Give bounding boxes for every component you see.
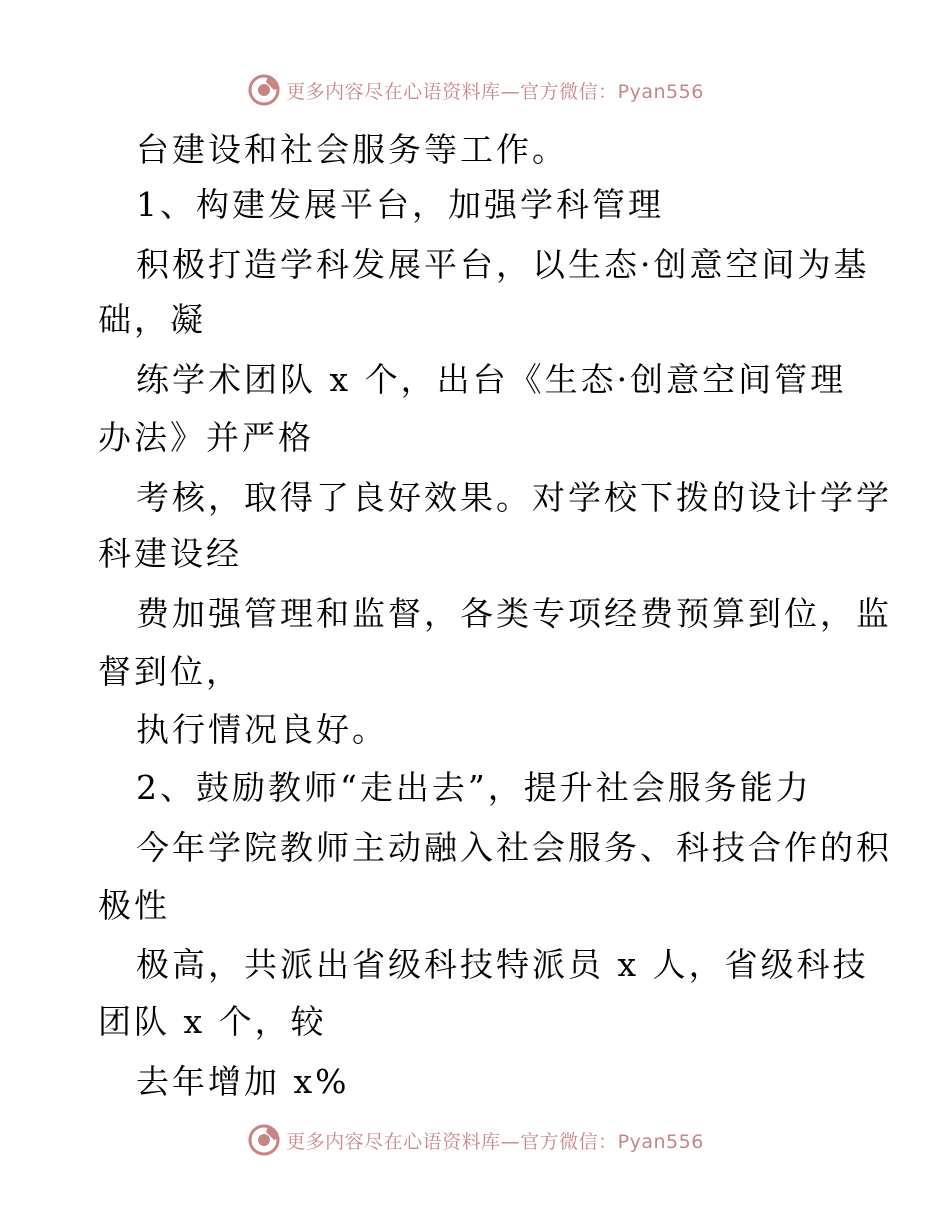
text-line: 科建设经 [98,534,242,573]
text-line: 台建设和社会服务等工作。 [136,130,568,169]
text-line: 极高，共派出省级科技特派员 x 人，省级科技 [136,945,869,984]
text-line: 督到位， [98,652,242,691]
watermark-banner-bottom [0,1118,950,1162]
text-line: 今年学院教师主动融入社会服务、科技合作的积 [136,828,892,867]
text-line: 执行情况良好。 [136,710,388,749]
section-heading-1: 1、构建发展平台，加强学科管理 [136,185,664,224]
text-line: 极性 [98,886,170,925]
text-line: 考核，取得了良好效果。对学校下拨的设计学学 [136,478,892,517]
text-line: 费加强管理和监督，各类专项经费预算到位，监 [136,594,892,633]
text-line: 础，凝 [98,300,206,339]
section-heading-2: 2、鼓励教师“走出去”，提升社会服务能力 [136,768,812,807]
text-line: 积极打造学科发展平台，以生态·创意空间为基 [136,245,870,284]
watermark-text: 更多内容尽在心语资料库—官方微信：Pyan556 [286,1130,704,1153]
text-line: 办法》并严格 [98,418,314,457]
text-line: 去年增加 x% [136,1062,350,1101]
text-line: 练学术团队 x 个，出台《生态·创意空间管理 [136,360,847,399]
watermark-text: 更多内容尽在心语资料库—官方微信：Pyan556 [286,80,704,103]
brand-logo-icon [246,1122,282,1158]
text-line: 团队 x 个，较 [98,1002,327,1041]
